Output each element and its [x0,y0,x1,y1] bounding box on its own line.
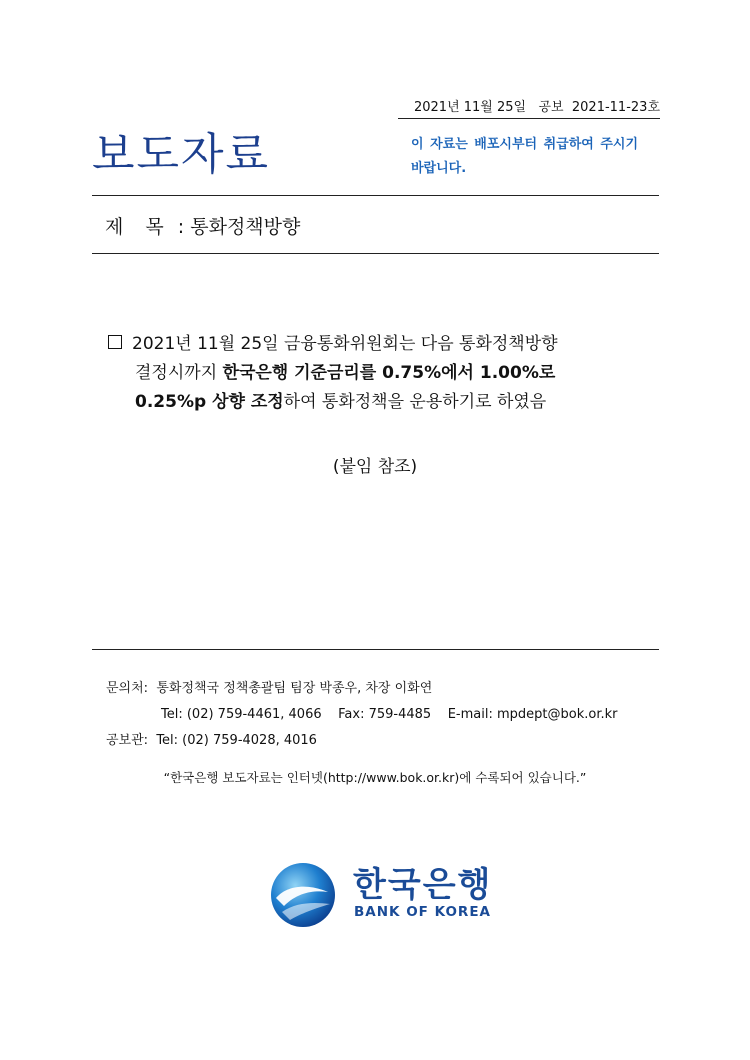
release-dateline [414,96,660,115]
body-line-3 [108,388,668,417]
body-line-2 [108,359,668,388]
attachment-reference: (붙임 참조) [332,457,418,477]
pr-phone: Tel: (02) 759-4028, 4016 [156,733,317,748]
body-text-3-bold: 0.25%p 상향 조정 [135,392,284,412]
announcement-body [108,330,668,417]
inquiry-email: E-mail: mpdept@bok.or.kr [447,707,618,722]
body-text-2-plain: 결정시까지 [135,363,223,383]
subject-top-rule [92,195,659,196]
page-title: 보도자료 [92,129,271,180]
release-date: 2021년 11월 25일 [413,100,527,115]
body-line-1 [108,330,668,359]
contact-top-rule [92,649,659,650]
website-note: “한국은행 보도자료는 인터넷(http://www.bok.or.kr)에 수록되어 있습니다.” [163,770,587,785]
release-label: 공보 [538,100,564,115]
inquiry-phone: Tel: (02) 759-4461, 4066 [161,707,322,722]
subject-bottom-rule [92,253,659,254]
release-number: 2021-11-23호 [571,100,660,115]
pr-row [106,728,617,754]
subject-label: 제 목 [105,216,172,238]
square-bullet-icon [108,335,122,349]
dateline-underline [398,118,660,119]
inquiry-label: 문의처: [106,681,149,696]
body-text-3-plain: 하여 통화정책을 운용하기로 하였음 [283,392,547,412]
embargo-line-1: 이 자료는 배포시부터 취급하여 주시기 [411,137,639,152]
logo-english-name: BANK OF KOREA [354,904,491,920]
inquiry-contact-row [106,702,617,728]
pr-label: 공보관: [106,733,149,748]
subject-line [105,212,300,239]
subject-separator: : [177,216,185,238]
body-text-1: 2021년 11월 25일 금융통화위원회는 다음 통화정책방향 [132,334,558,354]
embargo-line-2: 바랍니다. [411,161,467,176]
bank-of-korea-logo-icon [270,862,336,928]
inquiry-fax: Fax: 759-4485 [338,707,432,722]
body-text-2-bold: 한국은행 기준금리를 0.75%에서 1.00%로 [222,363,556,383]
embargo-notice [411,133,666,181]
contact-info [106,676,617,754]
inquiry-row [106,676,617,702]
subject-text: 통화정책방향 [190,216,301,238]
logo-korean-name: 한국은행 [353,865,493,905]
inquiry-department: 통화정책국 정책총괄팀 팀장 박종우, 차장 이화연 [156,681,433,696]
